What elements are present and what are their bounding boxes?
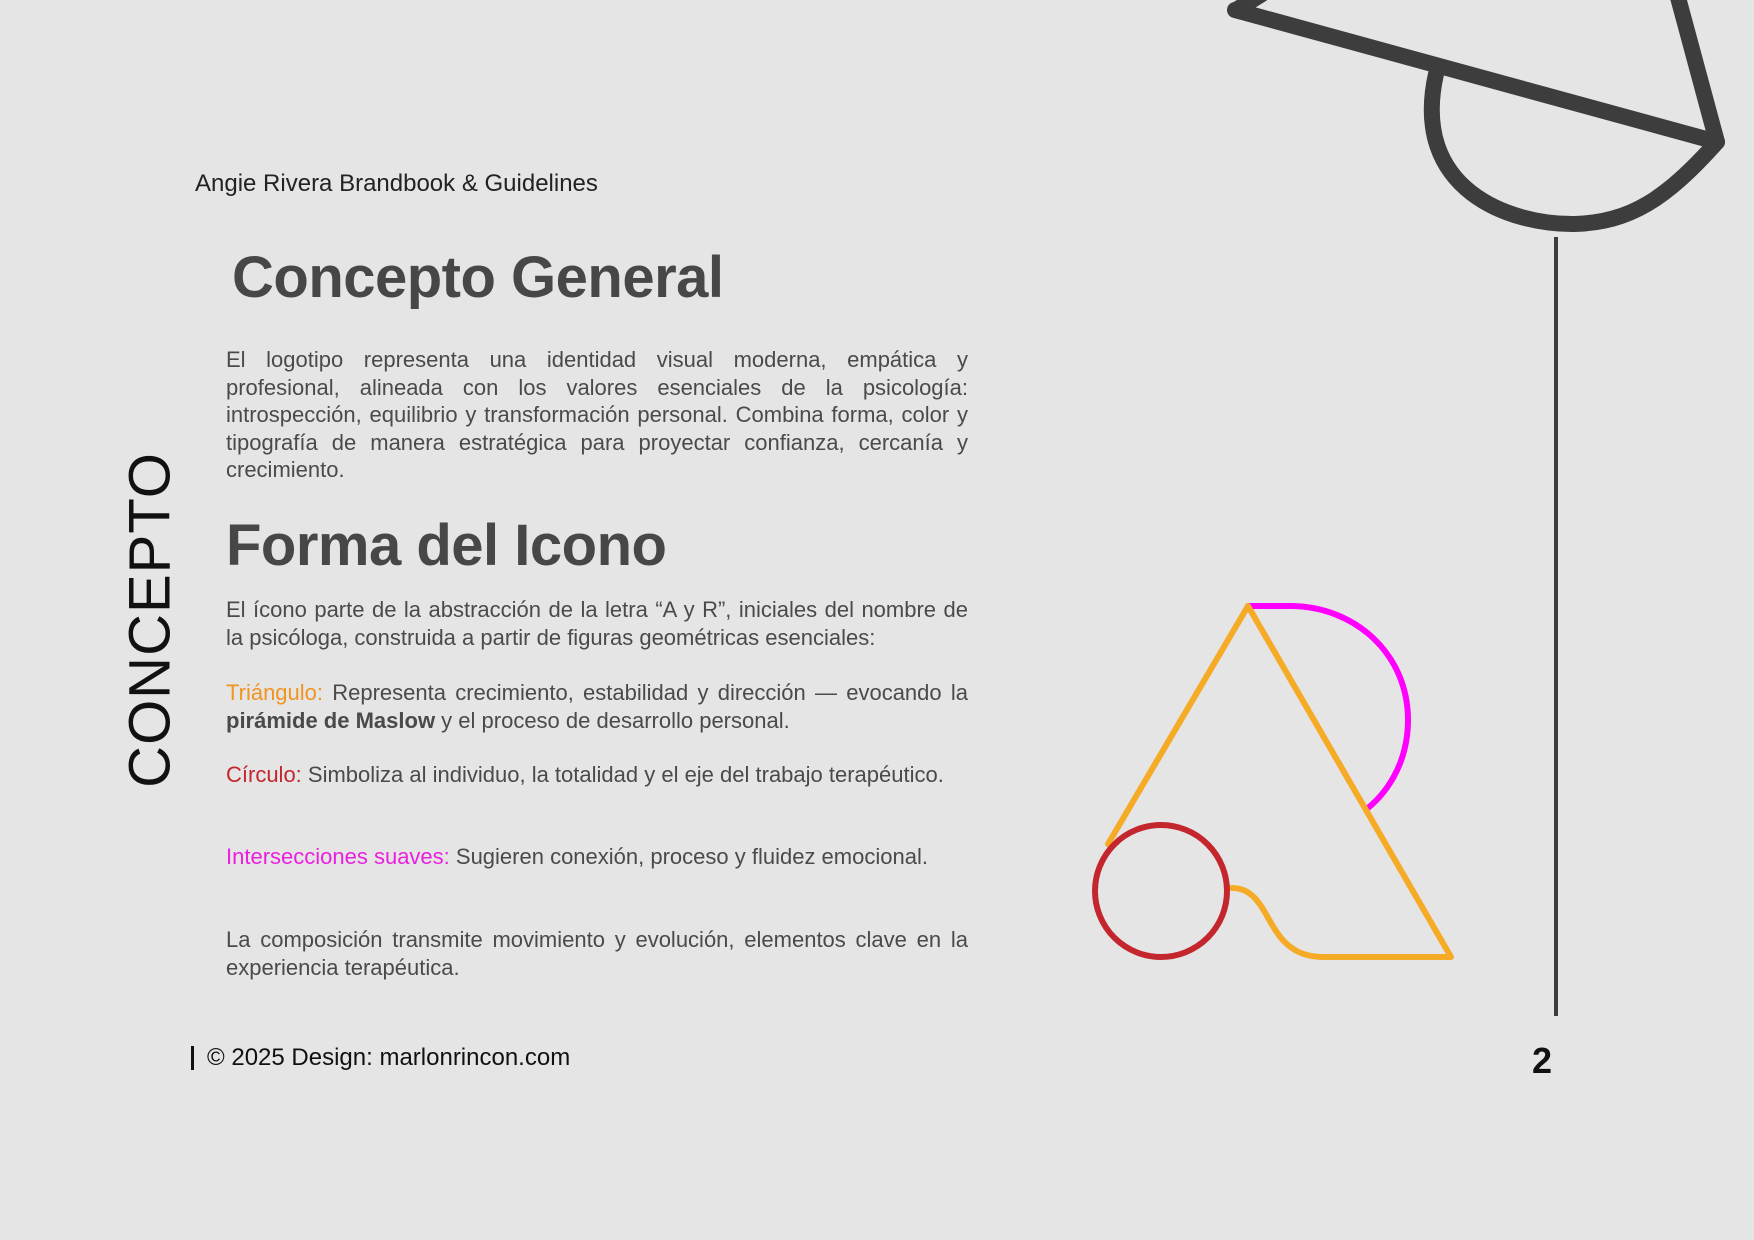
- logo-triangle: [1108, 606, 1451, 957]
- triangle-description: [226, 679, 968, 734]
- footer: [191, 1044, 570, 1072]
- intersections-text: Sugieren conexión, proceso y fluidez emocional.: [449, 844, 928, 869]
- section-title-concepto-general: Concepto General: [232, 245, 724, 310]
- closing-paragraph: La composición transmite movimiento y evolución, elementos clave en la experiencia terapéutica.: [226, 927, 968, 980]
- intersections-label: Intersecciones suaves:: [226, 844, 450, 869]
- document-header: Angie Rivera Brandbook & Guidelines: [195, 170, 598, 197]
- triangle-label: Triángulo:: [226, 680, 324, 705]
- circle-description: [226, 761, 968, 789]
- circle-label: Círculo:: [226, 762, 302, 787]
- concepto-general-paragraph: El logotipo representa una identidad visual moderna, empática y profesional, alineada con los valores esenciales de la psicología: introspección, equilibrio y transformación personal. Combina forma, color y tipografía de manera estratégica para proyectar confianza, cercanía y crecimiento.: [226, 347, 968, 482]
- vertical-section-label: CONCEPTO: [117, 452, 183, 788]
- circle-text: Simboliza al individuo, la totalidad y el eje del trabajo terapéutico.: [301, 762, 944, 787]
- triangle-text-after: y el proceso de desarrollo personal.: [435, 707, 790, 733]
- footer-bar: [191, 1046, 194, 1070]
- logo-r-arc: [1248, 606, 1408, 808]
- footer-copyright: © 2025 Design: marlonrincon.com: [207, 1044, 571, 1071]
- intersections-description: [226, 843, 968, 871]
- section-title-forma-del-icono: Forma del Icono: [226, 513, 667, 578]
- maslow-bold-text: pirámide de Maslow: [226, 707, 436, 733]
- forma-icono-intro: El ícono parte de la abstracción de la letra “A y R”, iniciales del nombre de la psicóloga, construida a partir de figuras geométricas esenciales:: [226, 597, 968, 650]
- triangle-text-before: Representa crecimiento, estabilidad y dirección — evocando la: [323, 680, 968, 705]
- logo-circle: [1095, 825, 1227, 957]
- page-number: 2: [1532, 1040, 1553, 1081]
